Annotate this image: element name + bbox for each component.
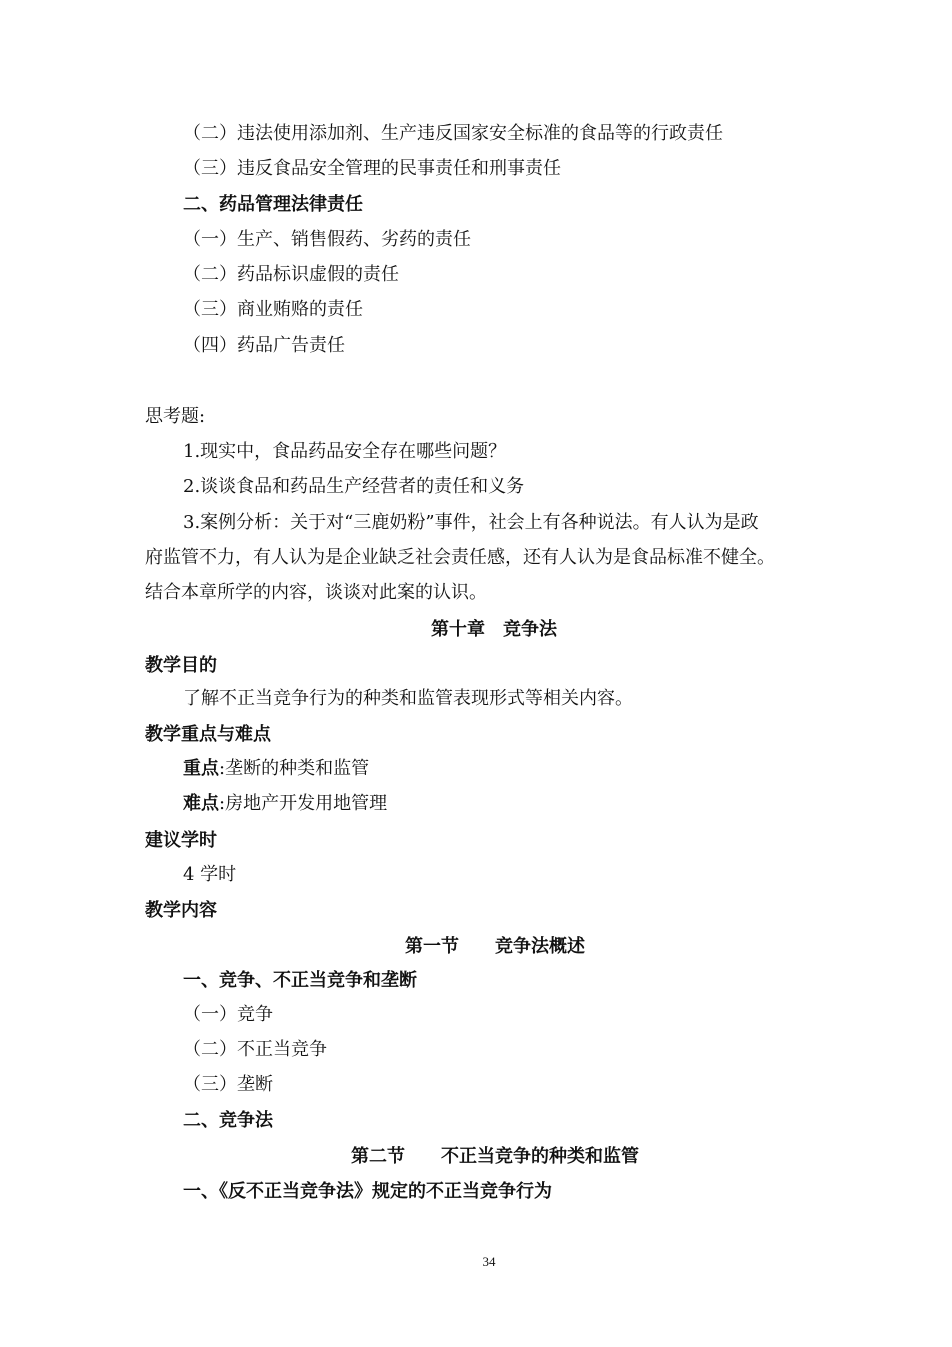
question-3-line: 结合本章所学的内容，谈谈对此案的认识。 [145,582,487,603]
content-label: 教学内容 [145,900,217,921]
objective-text: 了解不正当竞争行为的种类和监管表现形式等相关内容。 [183,688,633,709]
drug-liability-item: （二）药品标识虚假的责任 [183,264,399,285]
difficulty-text: :房地产开发用地管理 [219,793,388,814]
food-liability-item-2: （二）违法使用添加剂、生产违反国家安全标准的食品等的行政责任 [183,123,723,144]
question-3-line: 3.案例分析：关于对“三鹿奶粉”事件，社会上有各种说法。有人认为是政 [183,512,759,533]
hours-label: 建议学时 [145,830,217,851]
questions-label: 思考题: [145,406,206,427]
food-liability-item-3: （三）违反食品安全管理的民事责任和刑事责任 [183,158,561,179]
key-point-label: 重点 [183,758,219,779]
drug-liability-item: （一）生产、销售假药、劣药的责任 [183,229,471,250]
section-2-title: 第二节 不正当竞争的种类和监管 [351,1146,639,1167]
section-1-item: （三）垄断 [183,1074,273,1095]
section-2-heading-1: 一、《反不正当竞争法》规定的不正当竞争行为 [183,1181,552,1202]
difficulty-label: 难点 [183,793,219,814]
key-points-label: 教学重点与难点 [145,724,271,745]
drug-section-heading: 二、药品管理法律责任 [183,194,363,215]
section-1-title: 第一节 竞争法概述 [405,936,585,957]
key-point-text: :垄断的种类和监管 [219,758,370,779]
question-1: 1.现实中，食品药品安全存在哪些问题？ [183,441,507,462]
key-point-line [183,757,369,781]
drug-liability-item: （四）药品广告责任 [183,335,345,356]
hours-text: 4 学时 [183,864,237,885]
question-3-line: 府监管不力，有人认为是企业缺乏社会责任感，还有人认为是食品标准不健全。 [145,547,775,568]
drug-liability-item: （三）商业贿赂的责任 [183,299,363,320]
section-1-heading-2: 二、竞争法 [183,1110,273,1131]
objective-label: 教学目的 [145,655,217,676]
section-1-heading-1: 一、竞争、不正当竞争和垄断 [183,970,417,991]
chapter-title: 第十章 竞争法 [431,619,557,640]
section-1-item: （二）不正当竞争 [183,1039,327,1060]
difficulty-line [183,792,387,816]
page-number: 34 [482,1254,496,1269]
question-2: 2.谈谈食品和药品生产经营者的责任和义务 [183,476,525,497]
section-1-item: （一）竞争 [183,1004,273,1025]
